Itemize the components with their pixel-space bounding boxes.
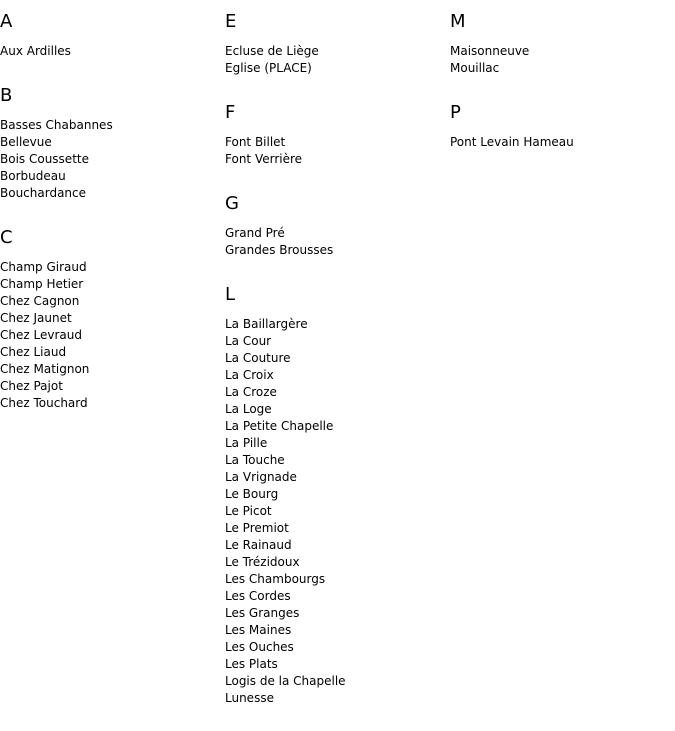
place-link-les-chambourgs[interactable]: Les Chambourgs (225, 572, 326, 586)
place-link-chez-liaud[interactable]: Chez Liaud (0, 345, 67, 359)
letter-heading: C (0, 227, 13, 248)
place-link-la-cour[interactable]: La Cour (225, 334, 272, 348)
place-link-le-picot[interactable]: Le Picot (225, 504, 272, 518)
letter-group-e (225, 10, 445, 77)
list-item (225, 520, 445, 537)
place-link-aux-ardilles[interactable]: Aux Ardilles (0, 44, 71, 58)
list-item (225, 639, 445, 656)
list-item (225, 350, 445, 367)
list-item (0, 134, 220, 151)
list-item (0, 168, 220, 185)
list-item (225, 537, 445, 554)
place-link-les-cordes[interactable]: Les Cordes (225, 589, 291, 603)
place-link-les-ouches[interactable]: Les Ouches (225, 640, 294, 654)
letter-group-m (450, 10, 670, 77)
letter-heading: A (0, 11, 13, 32)
letter-group-l (225, 283, 445, 707)
place-link-chez-matignon[interactable]: Chez Matignon (0, 362, 90, 376)
list-item (225, 242, 445, 259)
letter-heading: B (0, 85, 13, 106)
list-item (0, 395, 220, 412)
place-list (225, 316, 445, 707)
place-link-chez-levraud[interactable]: Chez Levraud (0, 328, 82, 342)
index-column (225, 0, 445, 731)
list-item (225, 503, 445, 520)
list-item (0, 310, 220, 327)
list-item (225, 225, 445, 242)
place-list (225, 43, 445, 77)
list-item (225, 418, 445, 435)
list-item (225, 656, 445, 673)
letter-heading: L (225, 284, 236, 305)
list-item (225, 690, 445, 707)
place-link-la-croze[interactable]: La Croze (225, 385, 277, 399)
place-list (450, 134, 670, 151)
list-item (225, 401, 445, 418)
list-item (225, 134, 445, 151)
place-link-le-rainaud[interactable]: Le Rainaud (225, 538, 292, 552)
letter-group-f (225, 101, 445, 168)
list-item (225, 316, 445, 333)
place-link-chez-jaunet[interactable]: Chez Jaunet (0, 311, 72, 325)
index-column (450, 0, 670, 175)
place-link-champ-giraud[interactable]: Champ Giraud (0, 260, 87, 274)
letter-group-a (0, 10, 220, 60)
place-link-grand-pre[interactable]: Grand Pré (225, 226, 285, 240)
place-link-la-baillargere[interactable]: La Baillargère (225, 317, 308, 331)
place-list (0, 43, 220, 60)
place-link-eglise-place[interactable]: Eglise (PLACE) (225, 61, 312, 75)
place-link-la-croix[interactable]: La Croix (225, 368, 274, 382)
list-item (0, 117, 220, 134)
place-link-maisonneuve[interactable]: Maisonneuve (450, 44, 530, 58)
place-link-le-bourg[interactable]: Le Bourg (225, 487, 279, 501)
list-item (0, 43, 220, 60)
list-item (0, 361, 220, 378)
place-link-font-verriere[interactable]: Font Verrière (225, 152, 303, 166)
place-link-bellevue[interactable]: Bellevue (0, 135, 52, 149)
list-item (450, 43, 670, 60)
place-link-font-billet[interactable]: Font Billet (225, 135, 286, 149)
place-link-les-plats[interactable]: Les Plats (225, 657, 278, 671)
list-item (225, 622, 445, 639)
place-link-la-loge[interactable]: La Loge (225, 402, 272, 416)
place-link-champ-hetier[interactable]: Champ Hetier (0, 277, 84, 291)
list-item (225, 452, 445, 469)
place-list (450, 43, 670, 77)
place-link-la-pille[interactable]: La Pille (225, 436, 268, 450)
place-link-le-premiot[interactable]: Le Premiot (225, 521, 289, 535)
list-item (225, 384, 445, 401)
letter-group-b (0, 84, 220, 202)
list-item (225, 60, 445, 77)
place-link-le-trezidoux[interactable]: Le Trézidoux (225, 555, 300, 569)
letter-heading: P (450, 102, 461, 123)
place-link-mouillac[interactable]: Mouillac (450, 61, 500, 75)
list-item (225, 588, 445, 605)
place-list (225, 134, 445, 168)
list-item (225, 486, 445, 503)
place-link-grandes-brousses[interactable]: Grandes Brousses (225, 243, 334, 257)
list-item (0, 344, 220, 361)
list-item (225, 571, 445, 588)
list-item (225, 554, 445, 571)
place-link-chez-cagnon[interactable]: Chez Cagnon (0, 294, 80, 308)
list-item (450, 134, 670, 151)
place-link-les-maines[interactable]: Les Maines (225, 623, 292, 637)
letter-heading: F (225, 102, 236, 123)
place-link-logis-de-la-chapelle[interactable]: Logis de la Chapelle (225, 674, 346, 688)
letter-heading: E (225, 11, 237, 32)
letter-group-g (225, 192, 445, 259)
list-item (0, 293, 220, 310)
list-item (0, 259, 220, 276)
place-link-la-vrignade[interactable]: La Vrignade (225, 470, 297, 484)
list-item (225, 435, 445, 452)
list-item (450, 60, 670, 77)
list-item (225, 367, 445, 384)
list-item (225, 151, 445, 168)
place-link-la-touche[interactable]: La Touche (225, 453, 285, 467)
place-link-ecluse-de-liege[interactable]: Ecluse de Liège (225, 44, 319, 58)
place-link-borbudeau[interactable]: Borbudeau (0, 169, 66, 183)
list-item (0, 378, 220, 395)
place-link-la-couture[interactable]: La Couture (225, 351, 291, 365)
place-link-les-granges[interactable]: Les Granges (225, 606, 300, 620)
letter-group-p (450, 101, 670, 151)
list-item (225, 469, 445, 486)
place-list (0, 117, 220, 202)
list-item (225, 605, 445, 622)
place-link-basses-chabannes[interactable]: Basses Chabannes (0, 118, 113, 132)
list-item (225, 333, 445, 350)
place-link-chez-pajot[interactable]: Chez Pajot (0, 379, 63, 393)
place-link-chez-touchard[interactable]: Chez Touchard (0, 396, 88, 410)
list-item (0, 276, 220, 293)
list-item (225, 673, 445, 690)
place-link-pont-levain-hameau[interactable]: Pont Levain Hameau (450, 135, 574, 149)
place-link-la-petite-chapelle[interactable]: La Petite Chapelle (225, 419, 334, 433)
list-item (0, 185, 220, 202)
place-link-bouchardance[interactable]: Bouchardance (0, 186, 87, 200)
list-item (0, 151, 220, 168)
letter-group-c (0, 226, 220, 412)
index-column (0, 0, 220, 436)
place-link-lunesse[interactable]: Lunesse (225, 691, 274, 705)
place-link-bois-coussette[interactable]: Bois Coussette (0, 152, 89, 166)
place-list (225, 225, 445, 259)
list-item (225, 43, 445, 60)
letter-heading: M (450, 11, 466, 32)
list-item (0, 327, 220, 344)
place-list (0, 259, 220, 412)
letter-heading: G (225, 193, 239, 214)
